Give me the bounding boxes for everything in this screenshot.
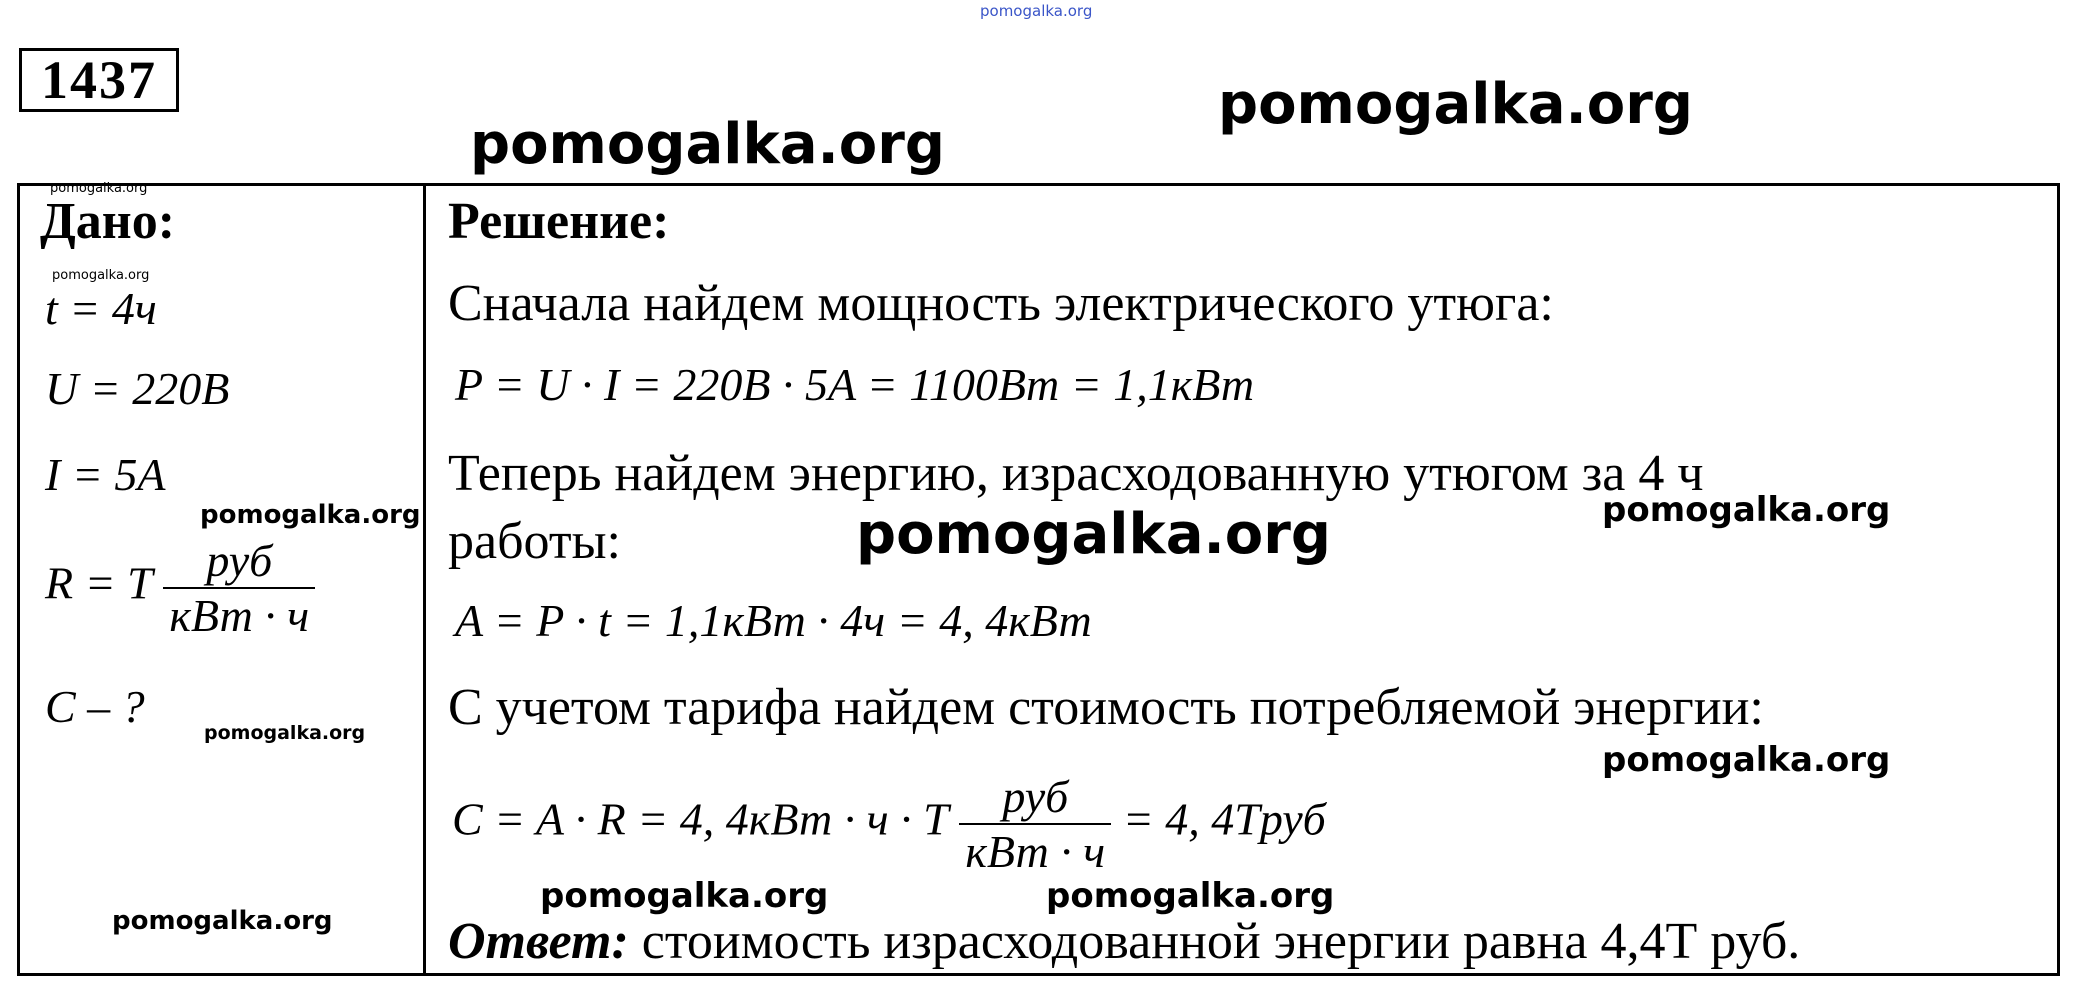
given-time: t = 4ч	[45, 283, 157, 334]
watermark: pomogalka.org	[204, 722, 366, 744]
watermark-top: pomogalka.org	[980, 2, 1093, 20]
cost-left: C = A · R = 4, 4кВт · ч · T	[452, 793, 948, 845]
tariff-numerator: руб	[206, 535, 273, 586]
watermark: pomogalka.org	[200, 500, 421, 530]
solution-line-3: С учетом тарифа найдем стоимость потребляемой энергии:	[448, 679, 1764, 736]
watermark: pomogalka.org	[540, 876, 829, 916]
solution-line-2a: Теперь найдем энергию, израсходованную утюгом за 4 ч	[448, 445, 1704, 502]
solution-heading: Решение:	[448, 193, 670, 250]
watermark: pomogalka.org	[1602, 740, 1891, 780]
column-divider	[423, 183, 426, 976]
formula-energy: A = P · t = 1,1кВт · 4ч = 4, 4кВт	[455, 595, 1092, 646]
watermark: pomogalka.org	[1602, 490, 1891, 530]
problem-number: 1437	[19, 48, 179, 112]
watermark: pomogalka.org	[1046, 876, 1335, 916]
answer	[448, 912, 1800, 971]
formula-power: P = U · I = 220B · 5A = 1100Bт = 1,1кВт	[455, 359, 1255, 410]
given-tariff	[45, 534, 315, 642]
solution-line-2b: работы:	[448, 513, 621, 570]
watermark: pomogalka.org	[112, 906, 333, 936]
cost-right: = 4, 4Tруб	[1122, 793, 1326, 845]
watermark: pomogalka.org	[470, 112, 945, 177]
watermark: pomogalka.org	[1218, 72, 1693, 137]
solution-line-1: Сначала найдем мощность электрического утюга:	[448, 275, 1554, 332]
given-voltage: U = 220B	[45, 363, 230, 414]
tariff-fraction	[163, 534, 315, 642]
tariff-denominator: кВт · ч	[163, 587, 315, 642]
given-unknown: C – ?	[45, 681, 145, 732]
formula-cost	[452, 770, 1326, 878]
watermark: pomogalka.org	[52, 268, 150, 283]
cost-numerator: руб	[1002, 771, 1069, 822]
given-heading: Дано:	[40, 193, 176, 250]
tariff-left: R = T	[45, 557, 152, 609]
answer-label: Ответ:	[448, 913, 629, 970]
watermark: pomogalka.org	[856, 502, 1331, 567]
watermark: pomogalka.org	[50, 181, 148, 196]
given-current: I = 5A	[45, 449, 166, 500]
cost-denominator: кВт · ч	[959, 823, 1111, 878]
cost-fraction	[959, 770, 1111, 878]
answer-text: стоимость израсходованной энергии равна 4,4Т руб.	[628, 913, 1801, 970]
